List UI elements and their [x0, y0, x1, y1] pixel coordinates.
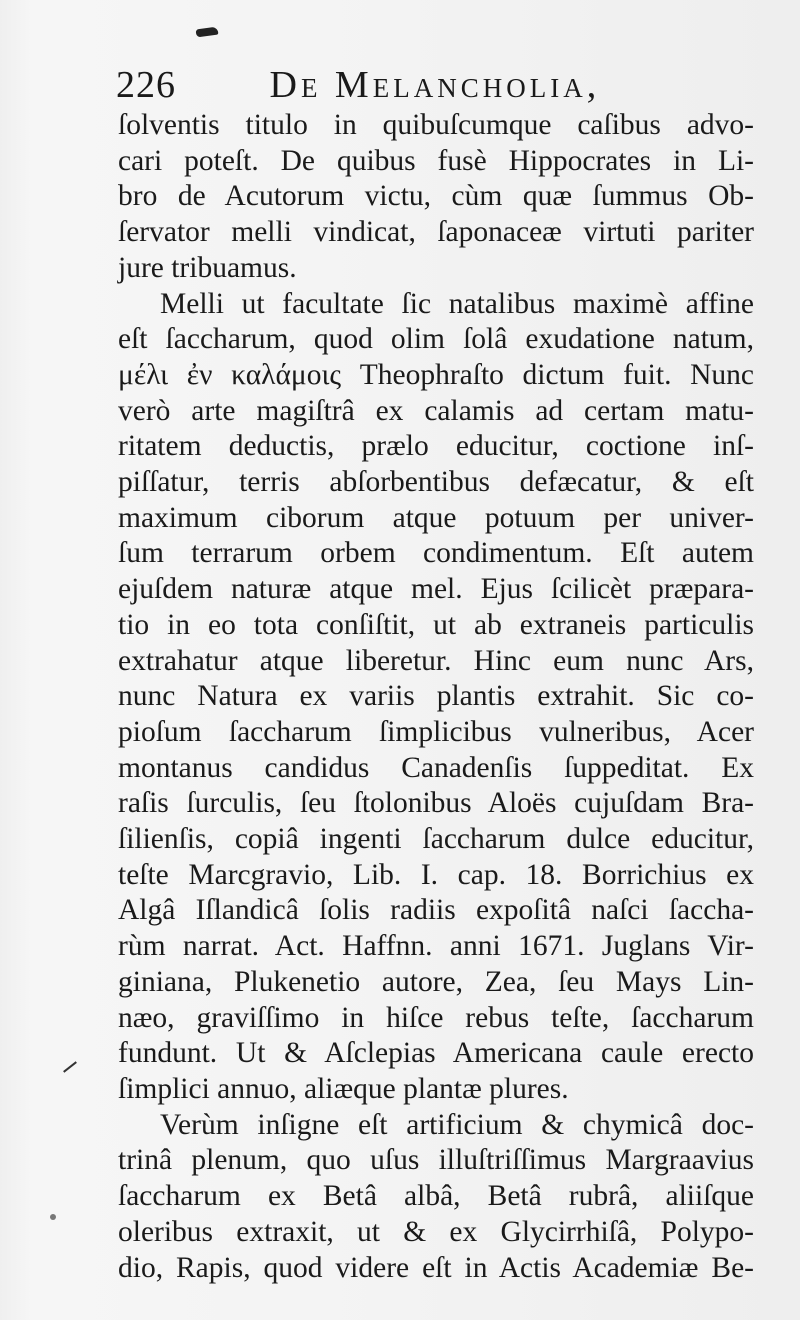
text-line: Verùm inſigne eſt artificium & chymicâ doc- [160, 1108, 754, 1141]
text-line: ſaccharum ex Betâ albâ, Betâ rubrâ, aliiſque [118, 1180, 754, 1213]
page-number: 226 [116, 64, 176, 106]
text-line: ritatem deductis, prælo educitur, coctione inſ- [118, 430, 754, 463]
text-line: eſt ſaccharum, quod olim ſolâ exudatione natum, [118, 323, 754, 356]
margin-speck [50, 1214, 56, 1220]
text-line: montanus candidus Canadenſis ſuppeditat. Ex [118, 751, 754, 784]
text-line: oleribus extraxit, ut & ex Glycirrhiſâ, Polypo- [118, 1215, 754, 1248]
text-line: μέλι ἐν καλάμοις Theophraſto dictum fuit. Nunc [118, 358, 754, 391]
text-line: fundunt. Ut & Aſclepias Americana caule erecto [118, 1037, 754, 1070]
text-line: Melli ut facultate ſic natalibus maximè affine [160, 287, 754, 320]
text-line: ſimplici annuo, aliæque plantæ plures. [118, 1072, 569, 1105]
text-line: trinâ plenum, quo uſus illuſtriſſimus Margraavius [118, 1144, 754, 1177]
text-line: verò arte magiſtrâ ex calamis ad certam matu- [118, 394, 754, 427]
text-line: giniana, Plukenetio autore, Zea, ſeu Mays Lin- [118, 965, 754, 998]
text-line: extrahatur atque liberetur. Hinc eum nunc Ars, [118, 644, 754, 677]
text-line: nunc Natura ex variis plantis extrahit. Sic co- [118, 680, 754, 713]
text-line: ſervator melli vindicat, ſaponaceæ virtuti pariter [118, 216, 754, 249]
text-line: maximum ciborum atque potuum per univer- [118, 501, 754, 534]
margin-mark [63, 1061, 77, 1072]
text-line: tio in eo tota conſiſtit, ut ab extraneis particulis [118, 608, 754, 641]
text-line: jure tribuamus. [118, 251, 297, 284]
text-line: ſolventis titulo in quibuſcumque caſibus advo- [118, 109, 754, 141]
ink-blot [196, 27, 219, 38]
running-header [116, 60, 636, 110]
text-line: rùm narrat. Act. Haffnn. anni 1671. Juglans Vir- [118, 930, 754, 963]
text-line: teſte Marcgravio, Lib. I. cap. 18. Borrichius ex [118, 858, 754, 891]
text-line: dio, Rapis, quod videre eſt in Actis Academiæ Be- [118, 1251, 754, 1284]
text-line: næo, graviſſimo in hiſce rebus teſte, ſaccharum [118, 1001, 754, 1034]
text-line: cari poteſt. De quibus fusè Hippocrates in Li- [118, 144, 754, 177]
text-line: piſſatur, terris abſorbentibus defæcatur, & eſt [118, 466, 754, 499]
running-title: De Melancholia, [269, 64, 601, 106]
text-line: pioſum ſaccharum ſimplicibus vulneribus, Acer [118, 715, 754, 748]
text-line: ſum terrarum orbem condimentum. Eſt autem [118, 537, 754, 570]
text-line: raſis ſurculis, ſeu ſtolonibus Aloës cujuſdam Bra- [118, 787, 754, 820]
text-line: ejuſdem naturæ atque mel. Ejus ſcilicèt præpara- [118, 573, 754, 606]
body-text [118, 108, 754, 1286]
text-line: Algâ Iſlandicâ ſolis radiis expoſitâ naſci ſaccha- [118, 894, 754, 927]
text-line: ſilienſis, copiâ ingenti ſaccharum dulce educitur, [118, 823, 754, 856]
text-line: bro de Acutorum victu, cùm quæ ſummus Ob- [118, 180, 754, 213]
